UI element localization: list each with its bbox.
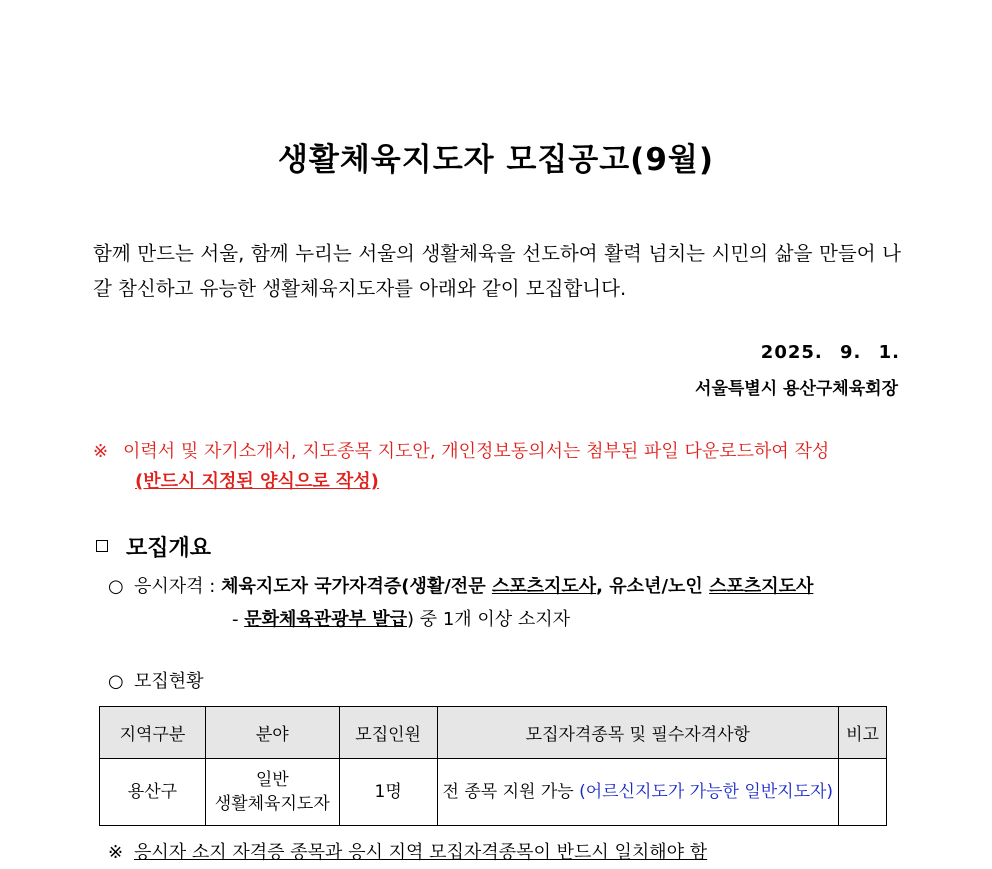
square-bullet-icon	[96, 540, 108, 552]
header-remark: 비고	[839, 707, 887, 759]
organization-name: 서울특별시 용산구체육회장	[695, 379, 898, 399]
header-count: 모집인원	[339, 707, 437, 759]
table-row	[100, 759, 887, 826]
qualification-label: 응시자격 :	[134, 576, 216, 597]
recruitment-table	[99, 706, 887, 826]
requirement-note: (어르신지도가 가능한 일반지도자)	[579, 782, 834, 802]
qualification-line2-prefix: -	[232, 609, 245, 630]
qualification-underlined-1: 스포츠지도사	[491, 576, 597, 597]
qualification-item	[108, 570, 813, 636]
section-heading	[96, 531, 211, 562]
circle-bullet-icon: ○	[108, 576, 124, 597]
footnote-text: 응시자 소지 자격증 종목과 응시 지역 모집자격종목이 반드시 일치해야 함	[134, 842, 708, 863]
cell-requirement	[437, 759, 838, 826]
recruitment-status-heading	[108, 667, 204, 693]
cell-field-line2: 생활체육지도자	[214, 794, 330, 814]
qualification-underlined-2: 스포츠지도사	[709, 576, 814, 597]
cell-remark	[839, 759, 887, 826]
requirement-text: 전 종목 지원 가능	[442, 782, 580, 802]
table-header-row	[100, 707, 887, 759]
qualification-text-2: , 유소년/노인	[596, 576, 710, 597]
header-requirement: 모집자격종목 및 필수자격사항	[437, 707, 838, 759]
footnote	[108, 838, 707, 864]
attachment-notice	[93, 437, 901, 497]
cell-count: 1명	[339, 759, 437, 826]
status-title: 모집현황	[134, 671, 204, 692]
qualification-issuer: 문화체육관광부 발급	[244, 609, 407, 630]
header-field: 분야	[205, 707, 339, 759]
section-title: 모집개요	[126, 536, 212, 561]
header-region: 지역구분	[100, 707, 206, 759]
announcement-date: 2025. 9. 1.	[760, 342, 900, 363]
cell-field-line1: 일반	[255, 770, 289, 790]
circle-bullet-icon: ○	[108, 671, 124, 692]
cell-region: 용산구	[100, 759, 206, 826]
notice-text: 이력서 및 자기소개서, 지도종목 지도안, 개인정보동의서는 첨부된 파일 다운로드하여 작성	[123, 441, 830, 462]
cell-field	[205, 759, 339, 826]
notice-emphasis: (반드시 지정된 양식으로 작성)	[135, 471, 379, 492]
qualification-text-1: 체육지도자 국가자격증(생활/전문	[221, 576, 492, 597]
page-title: 생활체육지도자 모집공고(9월)	[277, 142, 715, 178]
intro-paragraph: 함께 만드는 서울, 함께 누리는 서울의 생활체육을 선도하여 활력 넘치는 시민의 삶을 만들어 나갈 참신하고 유능한 생활체육지도자를 아래와 같이 모집합니다.	[93, 242, 901, 300]
qualification-line2-suffix: ) 중 1개 이상 소지자	[406, 609, 571, 630]
reference-mark-icon: ※	[93, 441, 109, 462]
reference-mark-icon: ※	[108, 842, 124, 863]
